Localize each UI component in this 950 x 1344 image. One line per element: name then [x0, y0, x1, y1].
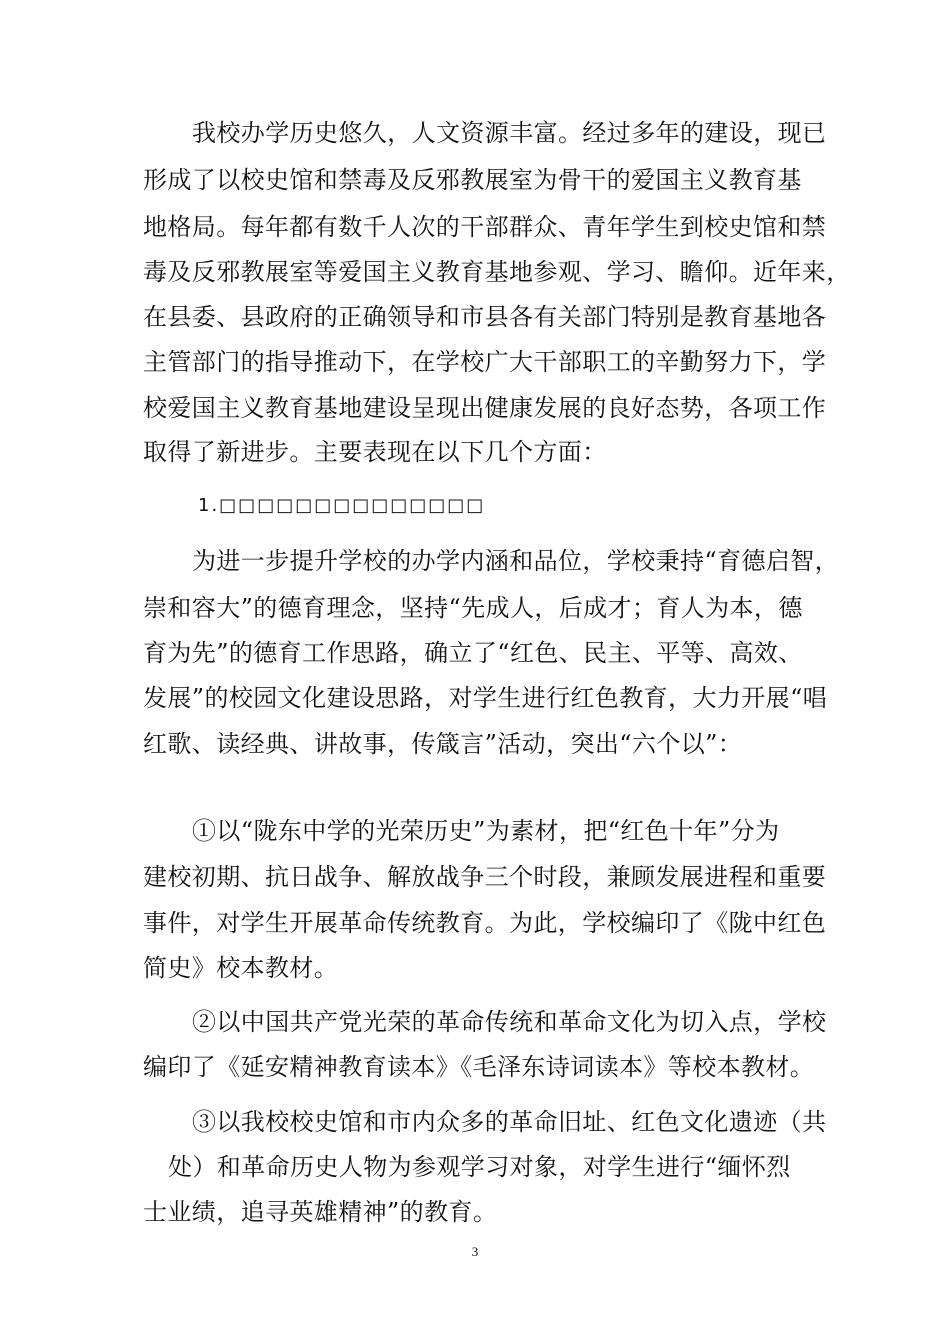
item3-line-1: ③以我校校史馆和市内众多的革命旧址、红色文化遗迹（共 — [192, 1108, 827, 1136]
item3-line-3: 士业绩，追寻英雄精神”的教育。 — [143, 1198, 498, 1226]
intro-line-7: 校爱国主义教育基地建设呈现出健康发展的良好态势，各项工作 — [143, 394, 827, 422]
philosophy-line-3: 育为先”的德育工作思路，确立了“红色、民主、平等、高效、 — [143, 639, 803, 667]
intro-line-8: 取得了新进步。主要表现在以下几个方面： — [143, 438, 607, 466]
intro-line-2: 形成了以校史馆和禁毒及反邪教展室为骨干的爱国主义教育基 — [143, 166, 802, 194]
section-heading: 1.□□□□□□□□□□□□□□ — [198, 495, 486, 516]
item2-line-1: ②以中国共产党光荣的革命传统和革命文化为切入点，学校 — [192, 1008, 827, 1036]
item2-line-2: 编印了《延安精神教育读本》《毛泽东诗词读本》等校本教材。 — [143, 1053, 815, 1081]
intro-line-4: 毒及反邪教展室等爱国主义教育基地参观、学习、瞻仰。近年来， — [143, 258, 851, 286]
philosophy-line-1: 为进一步提升学校的办学内涵和品位，学校秉持“育德启智， — [192, 547, 840, 575]
philosophy-line-5: 红歌、读经典、讲故事，传箴言”活动，突出“六个以”： — [143, 730, 743, 758]
item1-line-2: 建校初期、抗日战争、解放战争三个时段，兼顾发展进程和重要 — [143, 863, 827, 891]
page-number: 3 — [471, 1244, 479, 1259]
item1-line-1: ①以“陇东中学的光荣历史”为素材，把“红色十年”分为 — [192, 817, 780, 845]
item3-line-2: 处）和革命历史人物为参观学习对象，对学生进行“缅怀烈 — [168, 1153, 791, 1181]
intro-line-3: 地格局。每年都有数千人次的干部群众、青年学生到校史馆和禁 — [143, 213, 827, 241]
item1-line-3: 事件，对学生开展革命传统教育。为此，学校编印了《陇中红色 — [143, 909, 827, 937]
philosophy-line-2: 崇和容大”的德育理念，坚持“先成人，后成才；育人为本，德 — [143, 594, 803, 622]
item1-line-4: 简史》校本教材。 — [143, 954, 339, 982]
intro-line-1: 我校办学历史悠久，人文资源丰富。经过多年的建设，现已 — [192, 119, 827, 147]
philosophy-line-4: 发展”的校园文化建设思路，对学生进行红色教育，大力开展“唱 — [143, 684, 828, 712]
intro-line-5: 在县委、县政府的正确领导和市县各有关部门特别是教育基地各 — [143, 303, 827, 331]
intro-line-6: 主管部门的指导推动下，在学校广大干部职工的辛勤努力下，学 — [143, 348, 827, 376]
